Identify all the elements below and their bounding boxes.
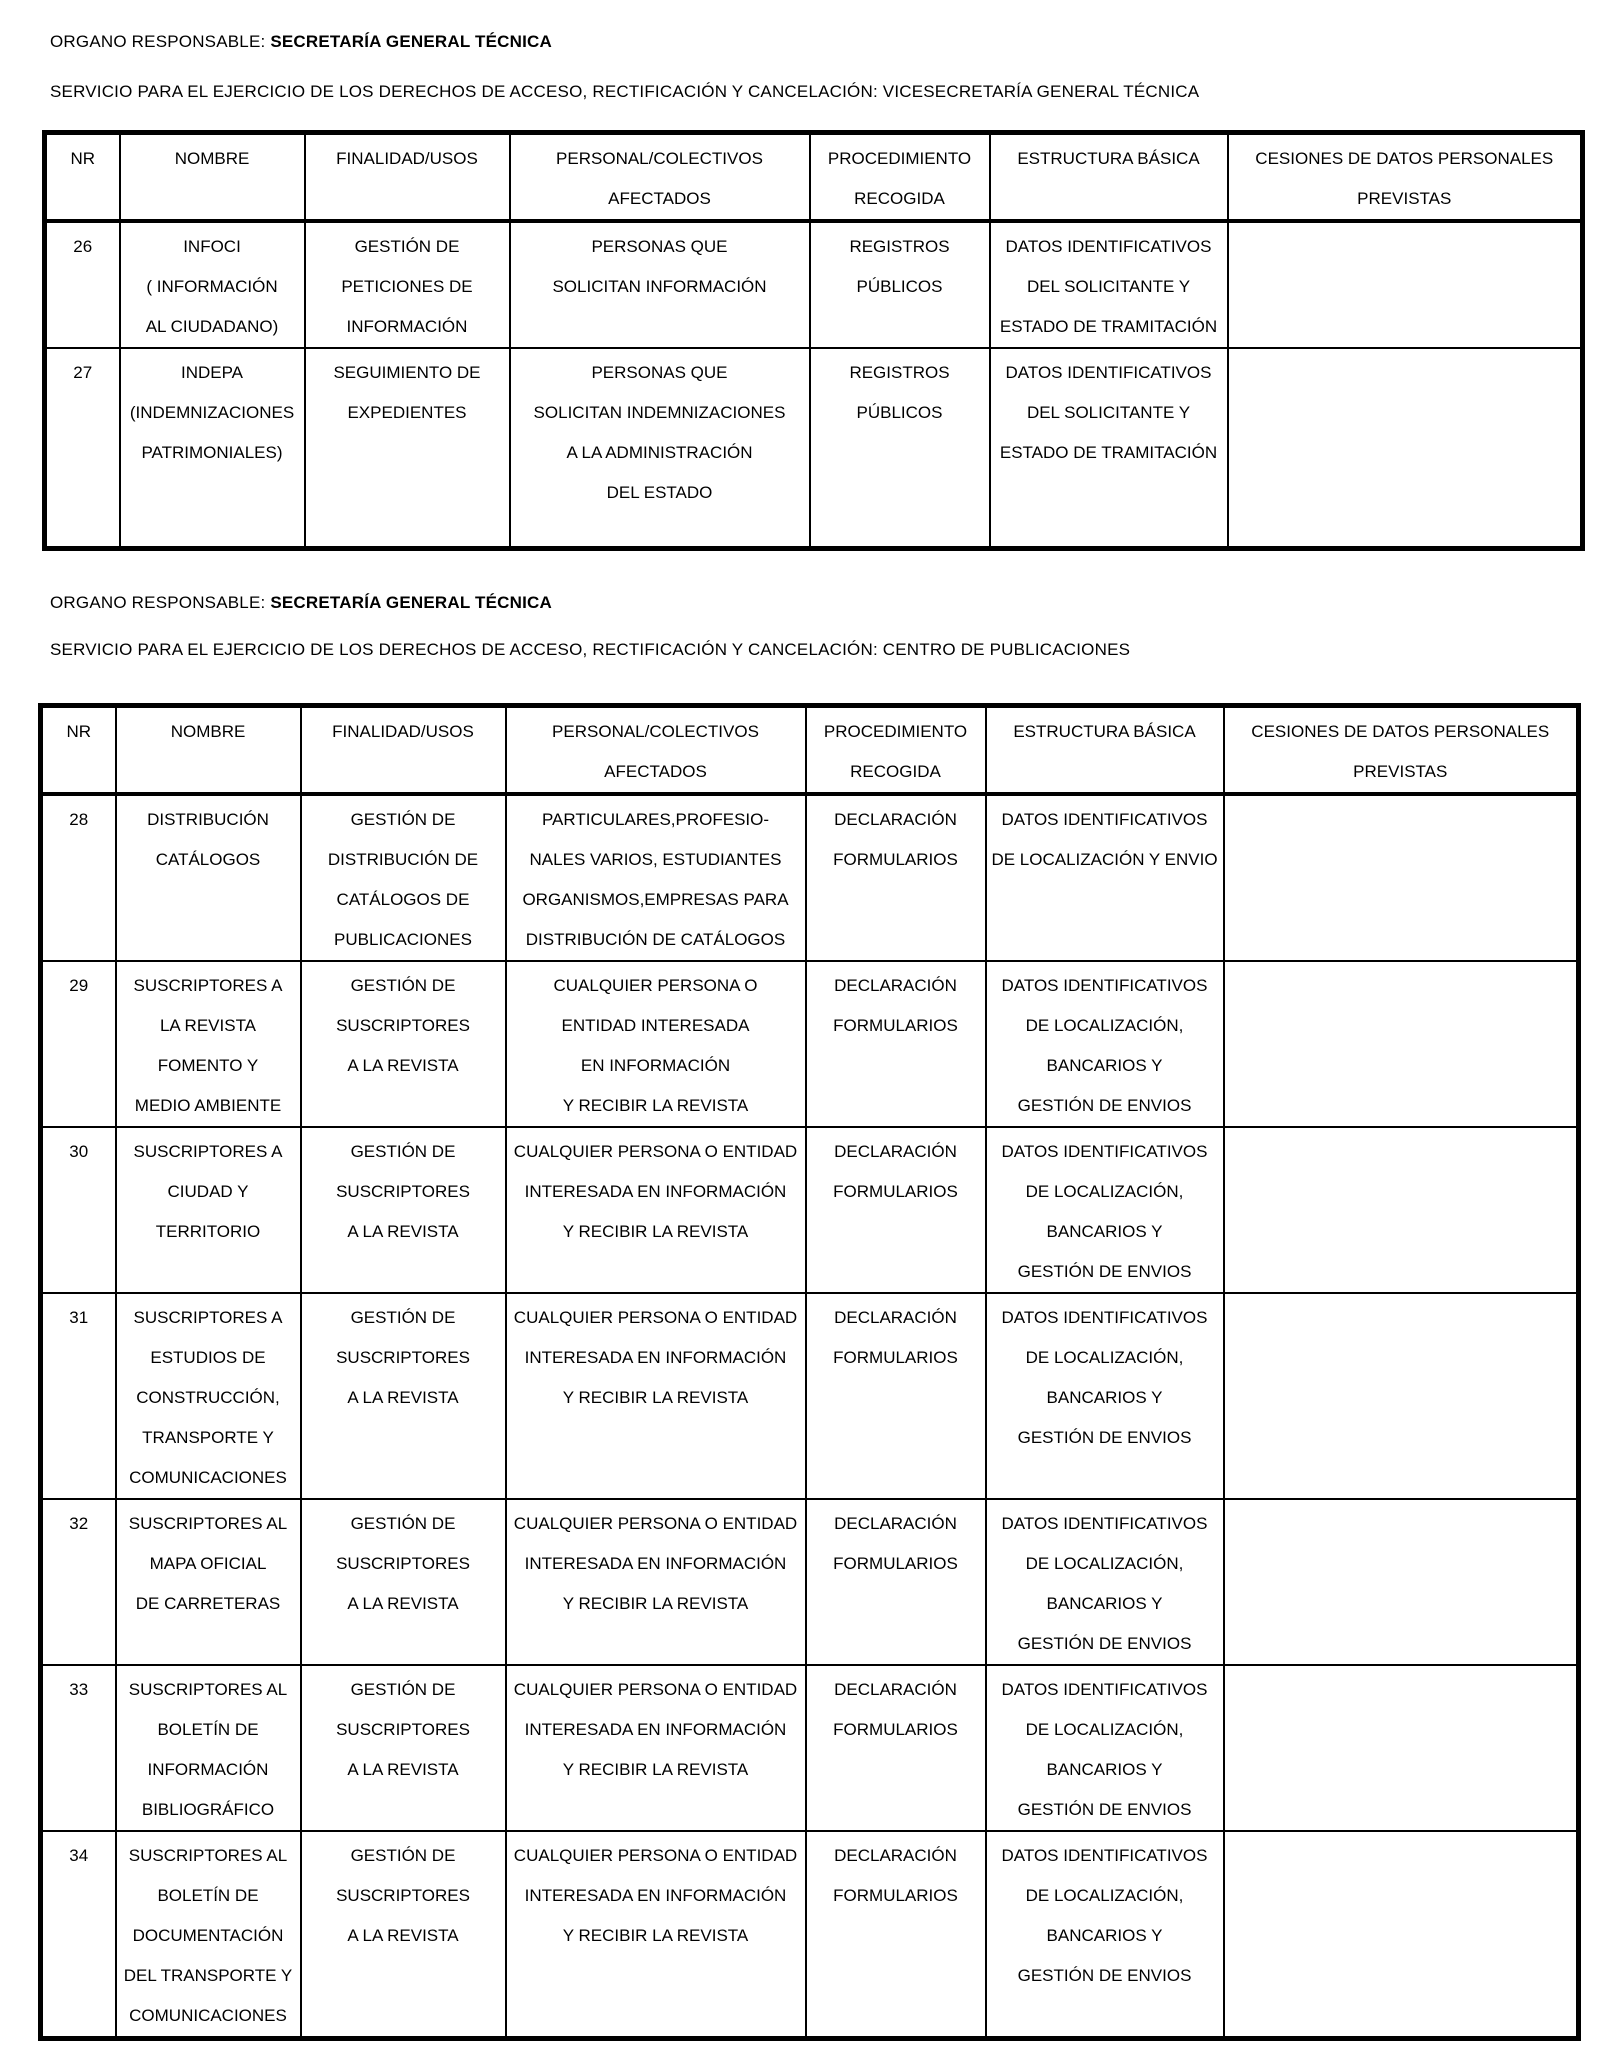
cell-line: REGISTROS	[849, 237, 950, 256]
column-header-personal	[506, 706, 806, 795]
cell-line: Y RECIBIR LA REVISTA	[562, 1096, 749, 1115]
cell-line: CATÁLOGOS	[155, 850, 261, 869]
column-header-text: NOMBRE	[170, 722, 246, 741]
procedimiento-cell	[806, 961, 986, 1127]
nr-cell	[45, 221, 120, 348]
procedimiento-cell	[806, 1127, 986, 1293]
personal-cell	[506, 1665, 806, 1831]
cesiones-cell	[1224, 1665, 1579, 1831]
cell-line: A LA ADMINISTRACIÓN	[566, 443, 753, 462]
cell-line: FORMULARIOS	[833, 850, 958, 869]
cell-line: TRANSPORTE Y	[142, 1428, 274, 1447]
nombre-cell	[116, 1293, 301, 1499]
column-header-cesiones	[1224, 706, 1579, 795]
column-header-finalidad	[301, 706, 506, 795]
personal-cell	[506, 1831, 806, 2039]
column-header-estructura	[990, 133, 1228, 222]
cell-line: SOLICITAN INFORMACIÓN	[552, 277, 767, 296]
nombre-cell	[120, 348, 305, 548]
cell-line: AL CIUDADANO)	[145, 317, 279, 336]
cell-line: DE LOCALIZACIÓN,	[1025, 1016, 1184, 1035]
personal-cell	[506, 794, 806, 961]
column-header-estructura	[986, 706, 1224, 795]
cell-line: ORGANISMOS,EMPRESAS PARA	[522, 890, 789, 909]
table-header-row	[45, 133, 1583, 222]
column-header-text: PREVISTAS	[1353, 762, 1448, 781]
cell-line: GESTIÓN DE	[350, 976, 456, 995]
cesiones-cell	[1228, 221, 1583, 348]
cell-line: DE LOCALIZACIÓN Y ENVIO	[991, 850, 1218, 869]
estructura-cell	[986, 1293, 1224, 1499]
cell-line: LA REVISTA	[159, 1016, 257, 1035]
cell-line: CUALQUIER PERSONA O ENTIDAD	[513, 1142, 798, 1161]
cell-line: DEL TRANSPORTE Y	[123, 1966, 293, 1985]
cell-line: PUBLICACIONES	[334, 930, 472, 949]
column-header-text: PERSONAL/COLECTIVOS	[552, 722, 759, 741]
estructura-cell	[986, 961, 1224, 1127]
cell-line: DECLARACIÓN	[834, 1680, 957, 1699]
column-header-nr	[41, 706, 116, 795]
procedimiento-cell	[806, 1831, 986, 2039]
cell-line: INFORMACIÓN	[147, 1760, 269, 1779]
cell-line: EN INFORMACIÓN	[580, 1056, 731, 1075]
table-row	[41, 1499, 1579, 1665]
cell-line: DE CARRETERAS	[135, 1594, 281, 1613]
column-header-cesiones	[1228, 133, 1583, 222]
cell-line: CUALQUIER PERSONA O	[553, 976, 758, 995]
cell-line: CUALQUIER PERSONA O ENTIDAD	[513, 1846, 798, 1865]
cell-line: DEL ESTADO	[606, 483, 713, 502]
cell-line: DECLARACIÓN	[834, 1846, 957, 1865]
cell-line: DOCUMENTACIÓN	[132, 1926, 284, 1945]
table-row	[41, 961, 1579, 1127]
cell-line: FORMULARIOS	[833, 1016, 958, 1035]
procedimiento-cell	[806, 1499, 986, 1665]
column-header-procedimiento	[806, 706, 986, 795]
cell-line: PATRIMONIALES)	[141, 443, 283, 462]
cell-line: SUSCRIPTORES	[336, 1720, 470, 1739]
cell-line: A LA REVISTA	[347, 1222, 459, 1241]
nombre-cell	[116, 1127, 301, 1293]
organo-value: SECRETARÍA GENERAL TÉCNICA	[270, 593, 552, 612]
cell-line: SUSCRIPTORES	[336, 1016, 470, 1035]
cell-line: 34	[69, 1846, 89, 1865]
finalidad-cell	[301, 1665, 506, 1831]
cell-line: BANCARIOS Y	[1046, 1056, 1163, 1075]
cell-line: PETICIONES DE	[341, 277, 473, 296]
cell-line: Y RECIBIR LA REVISTA	[562, 1222, 749, 1241]
column-header-text: PROCEDIMIENTO	[823, 722, 968, 741]
nombre-cell	[116, 961, 301, 1127]
cell-line: CUALQUIER PERSONA O ENTIDAD	[513, 1308, 798, 1327]
estructura-cell	[990, 221, 1228, 348]
cell-line: 30	[69, 1142, 89, 1161]
cell-line: DE LOCALIZACIÓN,	[1025, 1182, 1184, 1201]
nombre-cell	[116, 794, 301, 961]
table-row	[45, 221, 1583, 348]
cell-line: DE LOCALIZACIÓN,	[1025, 1886, 1184, 1905]
cell-line: DISTRIBUCIÓN	[147, 810, 269, 829]
nr-cell	[41, 961, 116, 1127]
cell-line: 27	[73, 363, 93, 382]
cell-line: PÚBLICOS	[856, 403, 943, 422]
cell-line: SOLICITAN INDEMNIZACIONES	[533, 403, 786, 422]
cell-line: DATOS IDENTIFICATIVOS	[1001, 1514, 1208, 1533]
column-header-text: FINALIDAD/USOS	[336, 149, 478, 168]
nr-cell	[41, 1499, 116, 1665]
table-row	[41, 1831, 1579, 2039]
procedimiento-cell	[806, 1665, 986, 1831]
cell-line: COMUNICACIONES	[129, 2006, 287, 2025]
cell-line: BANCARIOS Y	[1046, 1222, 1163, 1241]
cell-line: COMUNICACIONES	[129, 1468, 287, 1487]
cell-line: GESTIÓN DE ENVIOS	[1017, 1634, 1192, 1653]
cell-line: Y RECIBIR LA REVISTA	[562, 1594, 749, 1613]
cell-line: GESTIÓN DE	[350, 1680, 456, 1699]
nombre-cell	[120, 221, 305, 348]
column-header-text: CESIONES DE DATOS PERSONALES	[1255, 149, 1554, 168]
cell-line: 32	[69, 1514, 89, 1533]
cell-line: 31	[69, 1308, 89, 1327]
cell-line: BOLETÍN DE	[157, 1720, 259, 1739]
cell-line: DATOS IDENTIFICATIVOS	[1001, 1680, 1208, 1699]
column-header-text: PREVISTAS	[1357, 189, 1452, 208]
cell-line: DECLARACIÓN	[834, 1514, 957, 1533]
finalidad-cell	[301, 794, 506, 961]
column-header-nombre	[116, 706, 301, 795]
cell-line: ESTADO DE TRAMITACIÓN	[999, 443, 1218, 462]
cell-line: GESTIÓN DE	[350, 1846, 456, 1865]
cell-line: INTERESADA EN INFORMACIÓN	[524, 1554, 787, 1573]
cell-line: BANCARIOS Y	[1046, 1760, 1163, 1779]
cell-line: FORMULARIOS	[833, 1554, 958, 1573]
column-header-text: FINALIDAD/USOS	[332, 722, 474, 741]
cell-line: BANCARIOS Y	[1046, 1388, 1163, 1407]
procedimiento-cell	[810, 348, 990, 548]
column-header-text: NR	[70, 149, 96, 168]
cell-line: A LA REVISTA	[347, 1056, 459, 1075]
cell-line: PARTICULARES,PROFESIO-	[541, 810, 770, 829]
finalidad-cell	[301, 1293, 506, 1499]
cell-line: SUSCRIPTORES	[336, 1886, 470, 1905]
cell-line: INFOCI	[183, 237, 241, 256]
cell-line: DISTRIBUCIÓN DE CATÁLOGOS	[525, 930, 786, 949]
column-header-text: AFECTADOS	[608, 189, 711, 208]
column-header-text: CESIONES DE DATOS PERSONALES	[1251, 722, 1550, 741]
column-header-text: RECOGIDA	[850, 762, 941, 781]
cell-line: BANCARIOS Y	[1046, 1926, 1163, 1945]
column-header-finalidad	[305, 133, 510, 222]
cell-line: A LA REVISTA	[347, 1760, 459, 1779]
cell-line: DATOS IDENTIFICATIVOS	[1001, 1308, 1208, 1327]
procedimiento-cell	[810, 221, 990, 348]
cell-line: GESTIÓN DE	[350, 1308, 456, 1327]
column-header-procedimiento	[810, 133, 990, 222]
cell-line: PÚBLICOS	[856, 277, 943, 296]
cell-line: FORMULARIOS	[833, 1720, 958, 1739]
servicio-heading-2: SERVICIO PARA EL EJERCICIO DE LOS DERECHOS DE ACCESO, RECTIFICACIÓN Y CANCELACIÓN: CENTRO DE PUBLICACIONES	[50, 640, 1131, 659]
cell-line: 26	[73, 237, 93, 256]
cell-line: GESTIÓN DE ENVIOS	[1017, 1428, 1192, 1447]
rat-table-vicesecretaria	[42, 130, 1585, 551]
cell-line: GESTIÓN DE ENVIOS	[1017, 1966, 1192, 1985]
cell-line: FOMENTO Y	[157, 1056, 259, 1075]
cell-line: DECLARACIÓN	[834, 810, 957, 829]
cell-line: DEL SOLICITANTE Y	[1026, 277, 1191, 296]
cell-line: ENTIDAD INTERESADA	[561, 1016, 750, 1035]
estructura-cell	[986, 1831, 1224, 2039]
cell-line: REGISTROS	[849, 363, 950, 382]
organo-label: ORGANO RESPONSABLE:	[50, 593, 266, 612]
cell-line: CUALQUIER PERSONA O ENTIDAD	[513, 1680, 798, 1699]
cell-line: GESTIÓN DE	[350, 810, 456, 829]
cell-line: SEGUIMIENTO DE	[333, 363, 481, 382]
cell-line: SUSCRIPTORES A	[133, 1308, 283, 1327]
column-header-text: PROCEDIMIENTO	[827, 149, 972, 168]
nr-cell	[45, 348, 120, 548]
estructura-cell	[986, 794, 1224, 961]
cell-line: INTERESADA EN INFORMACIÓN	[524, 1720, 787, 1739]
organo-value: SECRETARÍA GENERAL TÉCNICA	[270, 32, 552, 51]
cell-line: CUALQUIER PERSONA O ENTIDAD	[513, 1514, 798, 1533]
personal-cell	[506, 1127, 806, 1293]
cell-line: A LA REVISTA	[347, 1594, 459, 1613]
cell-line: BANCARIOS Y	[1046, 1594, 1163, 1613]
cell-line: DATOS IDENTIFICATIVOS	[1001, 1846, 1208, 1865]
cell-line: INTERESADA EN INFORMACIÓN	[524, 1182, 787, 1201]
cell-line: SUSCRIPTORES A	[133, 976, 283, 995]
cell-line: ( INFORMACIÓN	[146, 277, 278, 296]
cell-line: SUSCRIPTORES AL	[128, 1680, 288, 1699]
column-header-text: NR	[66, 722, 92, 741]
personal-cell	[510, 348, 810, 548]
cell-line: DATOS IDENTIFICATIVOS	[1005, 363, 1212, 382]
cell-line: GESTIÓN DE	[350, 1142, 456, 1161]
personal-cell	[510, 221, 810, 348]
nr-cell	[41, 794, 116, 961]
estructura-cell	[990, 348, 1228, 548]
cesiones-cell	[1224, 1293, 1579, 1499]
nr-cell	[41, 1293, 116, 1499]
cell-line: A LA REVISTA	[347, 1388, 459, 1407]
cell-line: EXPEDIENTES	[347, 403, 467, 422]
personal-cell	[506, 1293, 806, 1499]
nr-cell	[41, 1127, 116, 1293]
finalidad-cell	[301, 1127, 506, 1293]
organo-label: ORGANO RESPONSABLE:	[50, 32, 266, 51]
cell-line: SUSCRIPTORES	[336, 1182, 470, 1201]
rat-table-centro-publicaciones	[38, 703, 1581, 2041]
column-header-text: RECOGIDA	[854, 189, 945, 208]
cell-line: DECLARACIÓN	[834, 1308, 957, 1327]
cell-line: DE LOCALIZACIÓN,	[1025, 1720, 1184, 1739]
cell-line: GESTIÓN DE ENVIOS	[1017, 1096, 1192, 1115]
servicio-heading-1: SERVICIO PARA EL EJERCICIO DE LOS DERECHOS DE ACCESO, RECTIFICACIÓN Y CANCELACIÓN: VICESECRETARÍA GENERAL TÉCNICA	[50, 82, 1200, 101]
cell-line: FORMULARIOS	[833, 1886, 958, 1905]
cell-line: INTERESADA EN INFORMACIÓN	[524, 1348, 787, 1367]
finalidad-cell	[305, 348, 510, 548]
cell-line: SUSCRIPTORES	[336, 1348, 470, 1367]
cell-line: Y RECIBIR LA REVISTA	[562, 1760, 749, 1779]
cell-line: SUSCRIPTORES AL	[128, 1514, 288, 1533]
column-header-text: ESTRUCTURA BÁSICA	[1017, 149, 1200, 168]
finalidad-cell	[301, 1499, 506, 1665]
cell-line: Y RECIBIR LA REVISTA	[562, 1926, 749, 1945]
cesiones-cell	[1224, 794, 1579, 961]
cesiones-cell	[1224, 1831, 1579, 2039]
table-row	[41, 1127, 1579, 1293]
column-header-text: AFECTADOS	[604, 762, 707, 781]
estructura-cell	[986, 1127, 1224, 1293]
cell-line: SUSCRIPTORES AL	[128, 1846, 288, 1865]
table-row	[41, 794, 1579, 961]
cesiones-cell	[1228, 348, 1583, 548]
nombre-cell	[116, 1665, 301, 1831]
table-header-row	[41, 706, 1579, 795]
cell-line: MAPA OFICIAL	[149, 1554, 267, 1573]
cell-line: DECLARACIÓN	[834, 1142, 957, 1161]
cell-line: GESTIÓN DE ENVIOS	[1017, 1800, 1192, 1819]
cell-line: DATOS IDENTIFICATIVOS	[1001, 976, 1208, 995]
estructura-cell	[986, 1665, 1224, 1831]
cell-line: 33	[69, 1680, 89, 1699]
cell-line: DATOS IDENTIFICATIVOS	[1001, 810, 1208, 829]
cell-line: DATOS IDENTIFICATIVOS	[1001, 1142, 1208, 1161]
cesiones-cell	[1224, 1499, 1579, 1665]
cell-line: SUSCRIPTORES	[336, 1554, 470, 1573]
cell-line: DECLARACIÓN	[834, 976, 957, 995]
cell-line: BIBLIOGRÁFICO	[141, 1800, 275, 1819]
cesiones-cell	[1224, 1127, 1579, 1293]
table-row	[41, 1293, 1579, 1499]
column-header-text: ESTRUCTURA BÁSICA	[1013, 722, 1196, 741]
column-header-nombre	[120, 133, 305, 222]
nr-cell	[41, 1665, 116, 1831]
cell-line: CATÁLOGOS DE	[336, 890, 470, 909]
cell-line: Y RECIBIR LA REVISTA	[562, 1388, 749, 1407]
cell-line: TERRITORIO	[155, 1222, 261, 1241]
cell-line: A LA REVISTA	[347, 1926, 459, 1945]
personal-cell	[506, 961, 806, 1127]
cell-line: FORMULARIOS	[833, 1348, 958, 1367]
cell-line: DATOS IDENTIFICATIVOS	[1005, 237, 1212, 256]
table-row	[41, 1665, 1579, 1831]
cell-line: GESTIÓN DE	[350, 1514, 456, 1533]
nombre-cell	[116, 1831, 301, 2039]
cell-line: INTERESADA EN INFORMACIÓN	[524, 1886, 787, 1905]
cell-line: PERSONAS QUE	[591, 237, 728, 256]
cell-line: (INDEMNIZACIONES	[129, 403, 295, 422]
finalidad-cell	[301, 961, 506, 1127]
cell-line: MEDIO AMBIENTE	[134, 1096, 282, 1115]
cell-line: INFORMACIÓN	[346, 317, 468, 336]
cell-line: ESTUDIOS DE	[150, 1348, 266, 1367]
cell-line: SUSCRIPTORES A	[133, 1142, 283, 1161]
cell-line: DISTRIBUCIÓN DE	[327, 850, 479, 869]
organo-heading-2	[50, 593, 552, 613]
column-header-personal	[510, 133, 810, 222]
procedimiento-cell	[806, 794, 986, 961]
cell-line: ESTADO DE TRAMITACIÓN	[999, 317, 1218, 336]
estructura-cell	[986, 1499, 1224, 1665]
column-header-nr	[45, 133, 120, 222]
column-header-text: PERSONAL/COLECTIVOS	[556, 149, 763, 168]
cell-line: 29	[69, 976, 89, 995]
cell-line: 28	[69, 810, 89, 829]
cell-line: DE LOCALIZACIÓN,	[1025, 1554, 1184, 1573]
procedimiento-cell	[806, 1293, 986, 1499]
cell-line: FORMULARIOS	[833, 1182, 958, 1201]
cell-line: CONSTRUCCIÓN,	[136, 1388, 280, 1407]
cell-line: NALES VARIOS, ESTUDIANTES	[529, 850, 782, 869]
nombre-cell	[116, 1499, 301, 1665]
finalidad-cell	[305, 221, 510, 348]
cell-line: INDEPA	[180, 363, 244, 382]
organo-heading-1	[50, 32, 552, 52]
cell-line: DE LOCALIZACIÓN,	[1025, 1348, 1184, 1367]
cell-line: PERSONAS QUE	[591, 363, 728, 382]
cesiones-cell	[1224, 961, 1579, 1127]
cell-line: CIUDAD Y	[167, 1182, 249, 1201]
column-header-text: NOMBRE	[174, 149, 250, 168]
cell-line: BOLETÍN DE	[157, 1886, 259, 1905]
cell-line: GESTIÓN DE	[354, 237, 460, 256]
cell-line: DEL SOLICITANTE Y	[1026, 403, 1191, 422]
cell-line: GESTIÓN DE ENVIOS	[1017, 1262, 1192, 1281]
nr-cell	[41, 1831, 116, 2039]
personal-cell	[506, 1499, 806, 1665]
finalidad-cell	[301, 1831, 506, 2039]
table-row	[45, 348, 1583, 548]
